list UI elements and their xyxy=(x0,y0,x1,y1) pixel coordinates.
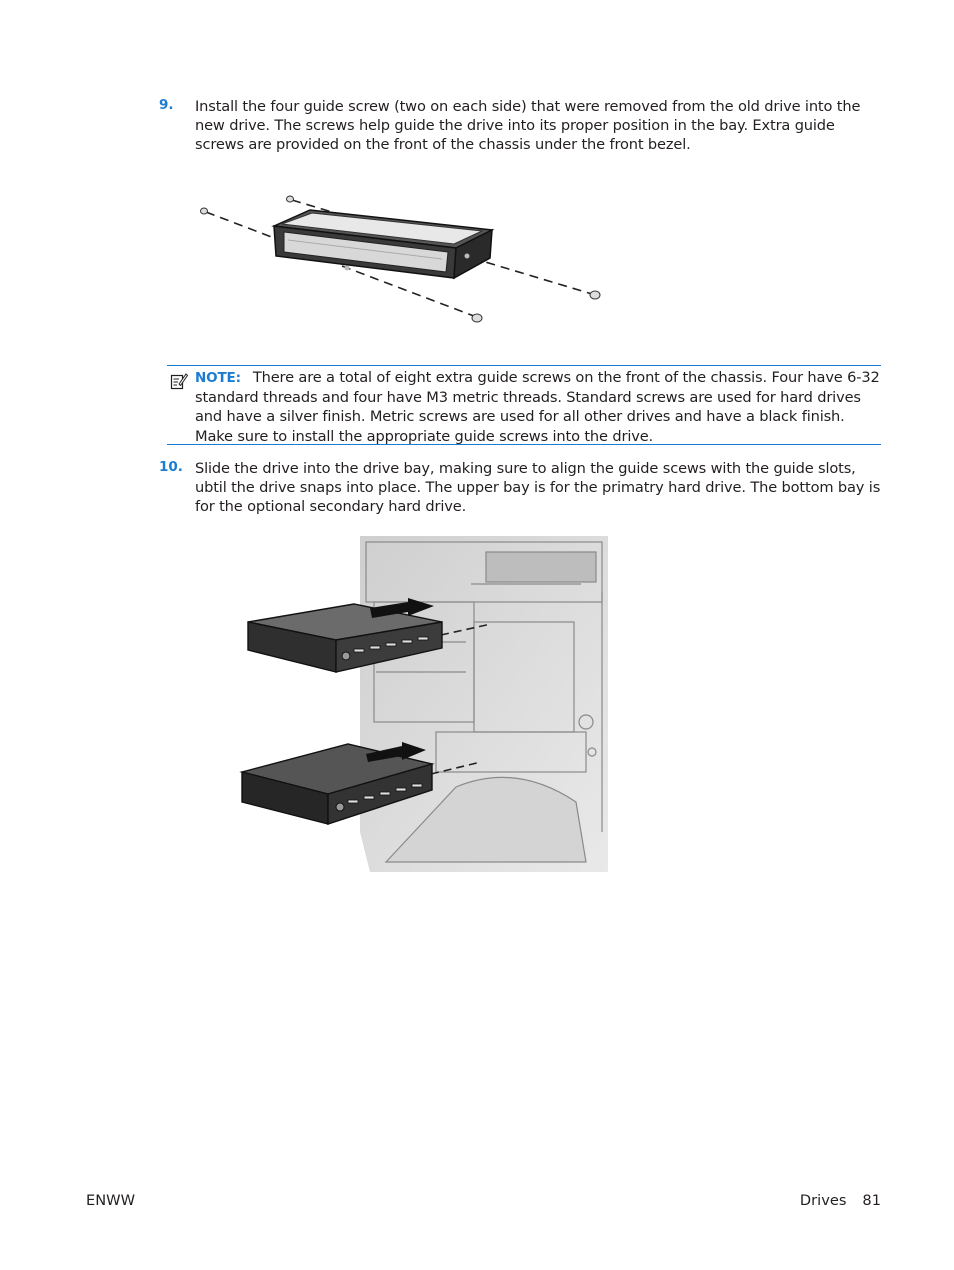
step-number: 9. xyxy=(159,97,174,113)
note-pencil-icon xyxy=(170,372,188,390)
footer-page-info xyxy=(800,1192,881,1209)
page-number: 81 xyxy=(862,1192,881,1209)
step-text: Install the four guide screw (two on each side) that were removed from the old drive into the new drive. The screws help guide the drive into its proper position in the bay. Extra guide screws are provided on the front of the chassis under the front bezel. xyxy=(195,98,861,154)
note-text xyxy=(195,368,881,446)
note-box xyxy=(167,365,881,445)
note-body: There are a total of eight extra guide screws on the front of the chassis. Four have 6-32 standard threads and four have M3 metric threads. Standard screws are used for hard drives and have a silver finish. Metric screws are used for all other drives and have a black finish. Make sure to install the appropriate guide screws into the drive. xyxy=(195,369,880,445)
guide-screws-illustration xyxy=(192,186,612,331)
footer-left-label: ENWW xyxy=(86,1192,135,1209)
drive-bay-installation-illustration xyxy=(236,532,616,877)
footer-section: Drives xyxy=(799,1192,847,1209)
step-text: Slide the drive into the drive bay, making sure to align the guide scews with the guide slots, ubtil the drive snaps into place. The upper bay is for the primatry hard drive. The bottom bay is for the optional secondary hard drive. xyxy=(195,460,881,516)
step-number: 10. xyxy=(159,459,183,475)
note-label: NOTE: xyxy=(195,370,241,386)
